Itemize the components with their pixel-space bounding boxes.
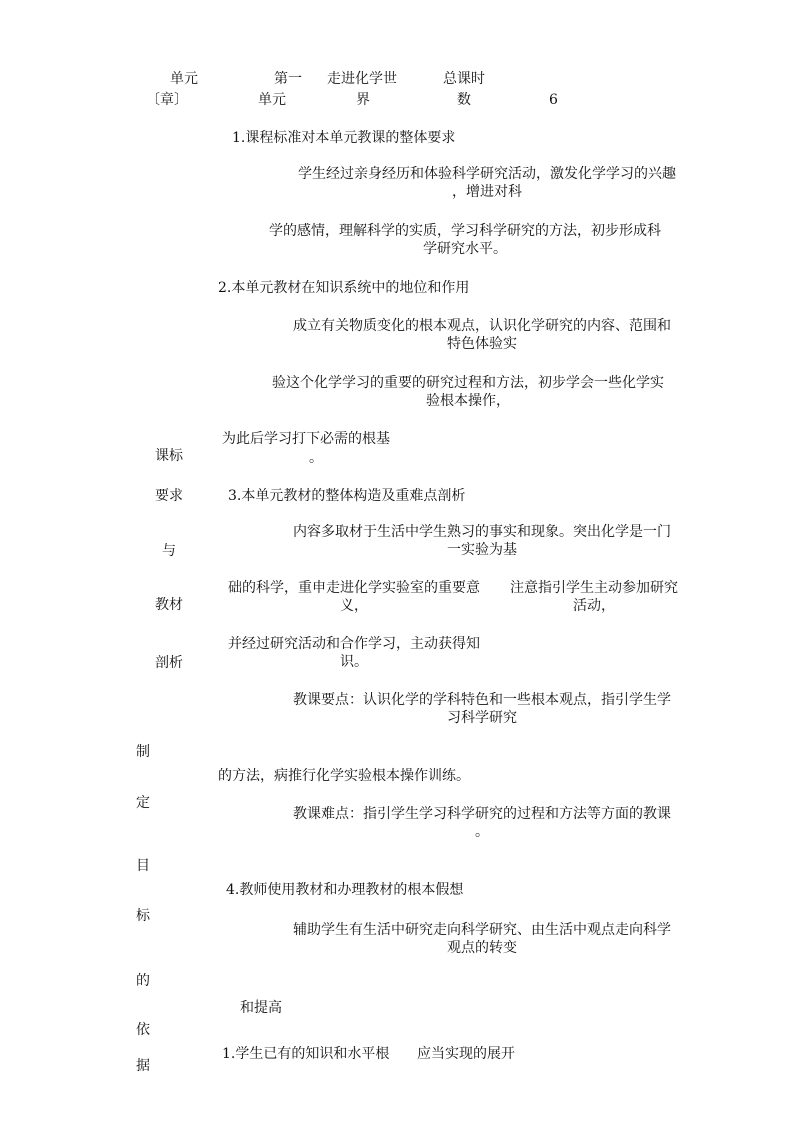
section-4-paragraph-1 xyxy=(272,922,692,957)
section-2-paragraph-1-line-1: 成立有关物质变化的根本观点，认识化学研究的内容、范围和 xyxy=(293,318,671,334)
section-1-paragraph-2-line-2: 学研究水平。 xyxy=(423,240,507,257)
section-3-teaching-difficulty-line-2: 。 xyxy=(475,823,489,840)
section-3-teaching-focus-line-2: 习科学研究 xyxy=(447,709,517,726)
unit-label: 单元 xyxy=(170,71,198,87)
section-3-teaching-focus xyxy=(272,692,692,727)
section-3-heading: 3.本单元教材的整体构造及重难点剖析 xyxy=(228,488,466,504)
section-2-paragraph-3: 为此后学习打下必需的根基 xyxy=(222,431,390,447)
section-3-paragraph-2b xyxy=(496,580,692,615)
section-2-paragraph-2-line-2: 验根本操作， xyxy=(426,392,510,409)
section-3-paragraph-3-line-2: 识。 xyxy=(340,653,368,670)
total-hours-value: 6 xyxy=(549,92,558,108)
outer-label-5: 的 xyxy=(136,973,150,989)
section-2-paragraph-2 xyxy=(248,375,688,410)
section-3-paragraph-3 xyxy=(218,636,490,671)
section-3-teaching-difficulty xyxy=(272,806,692,841)
side-label-curriculum: 课标 xyxy=(155,448,183,464)
section-5-heading-b: 应当实现的展开 xyxy=(417,1046,515,1062)
section-1-paragraph-2 xyxy=(250,223,680,258)
unit-title: 走进化学世 xyxy=(327,71,397,87)
section-4-paragraph-1-line-2: 观点的转变 xyxy=(447,939,517,956)
section-1-heading: 1.课程标准对本单元教课的整体要求 xyxy=(232,130,456,146)
unit-value-cont: 单元 xyxy=(258,92,286,108)
unit-label-chapter: 〔章〕 xyxy=(146,92,188,108)
section-3-paragraph-2a xyxy=(218,580,490,615)
section-4-heading: 4.教师使用教材和办理教材的根本假想 xyxy=(226,882,464,898)
section-3-paragraph-2b-line-1: 注意指引学生主动参加研究 xyxy=(510,580,678,596)
outer-label-4: 标 xyxy=(136,908,150,924)
section-3-teaching-difficulty-line-1: 教课难点：指引学生学习科学研究的过程和方法等方面的教课 xyxy=(293,806,671,822)
section-3-paragraph-1-line-2: 一实验为基 xyxy=(447,541,517,558)
section-3-paragraph-1 xyxy=(272,524,692,559)
side-label-analysis: 剖析 xyxy=(155,655,183,671)
outer-label-2: 定 xyxy=(136,795,150,811)
outer-label-1: 制 xyxy=(136,744,150,760)
section-2-heading: 2.本单元教材在知识系统中的地位和作用 xyxy=(218,280,470,296)
section-1-paragraph-1-line-2: ，增进对科 xyxy=(452,183,522,200)
section-3-paragraph-3-line-1: 并经过研究活动和合作学习，主动获得知 xyxy=(228,636,480,652)
side-label-textbook: 教材 xyxy=(155,597,183,613)
outer-label-6: 依 xyxy=(136,1022,150,1038)
section-2-paragraph-2-line-1: 验这个化学学习的重要的研究过程和方法，初步学会一些化学实 xyxy=(272,375,664,391)
section-3-paragraph-2a-line-1: 础的科学，重申走进化学实验室的重要意 xyxy=(228,580,480,596)
section-3-paragraph-2a-line-2: 义， xyxy=(340,597,368,614)
total-hours-label: 总课时 xyxy=(443,71,485,87)
outer-label-3: 目 xyxy=(136,858,150,874)
unit-value: 第一 xyxy=(274,71,302,87)
section-2-paragraph-3-end: 。 xyxy=(309,450,323,466)
section-3-paragraph-1-line-1: 内容多取材于生活中学生熟习的事实和现象。突出化学是一门 xyxy=(293,524,671,540)
side-label-requirement: 要求 xyxy=(155,488,183,504)
section-4-paragraph-1-line-1: 辅助学生有生活中研究走向科学研究、由生活中观点走向科学 xyxy=(293,922,671,938)
side-label-and: 与 xyxy=(162,543,176,559)
section-1-paragraph-1-line-1: 学生经过亲身经历和体验科学研究活动，激发化学学习的兴趣 xyxy=(298,166,676,182)
unit-title-cont: 界 xyxy=(356,92,370,108)
section-4-paragraph-2: 和提高 xyxy=(240,1000,282,1016)
outer-label-7: 据 xyxy=(136,1058,150,1074)
section-3-paragraph-2b-line-2: 活动， xyxy=(573,597,615,614)
section-3-teaching-focus-line-1: 教课要点：认识化学的学科特色和一些根本观点，指引学生学 xyxy=(293,692,671,708)
section-5-heading-a: 1.学生已有的知识和水平根 xyxy=(222,1046,390,1062)
total-hours-label-cont: 数 xyxy=(457,92,471,108)
section-1-paragraph-2-line-1: 学的感情，理解科学的实质，学习科学研究的方法，初步形成科 xyxy=(269,223,661,239)
section-3-paragraph-5: 的方法，病推行化学实验根本操作训练。 xyxy=(218,768,470,784)
section-2-paragraph-1 xyxy=(272,318,692,353)
section-1-paragraph-1 xyxy=(272,166,702,201)
section-2-paragraph-1-line-2: 特色体验实 xyxy=(447,335,517,352)
